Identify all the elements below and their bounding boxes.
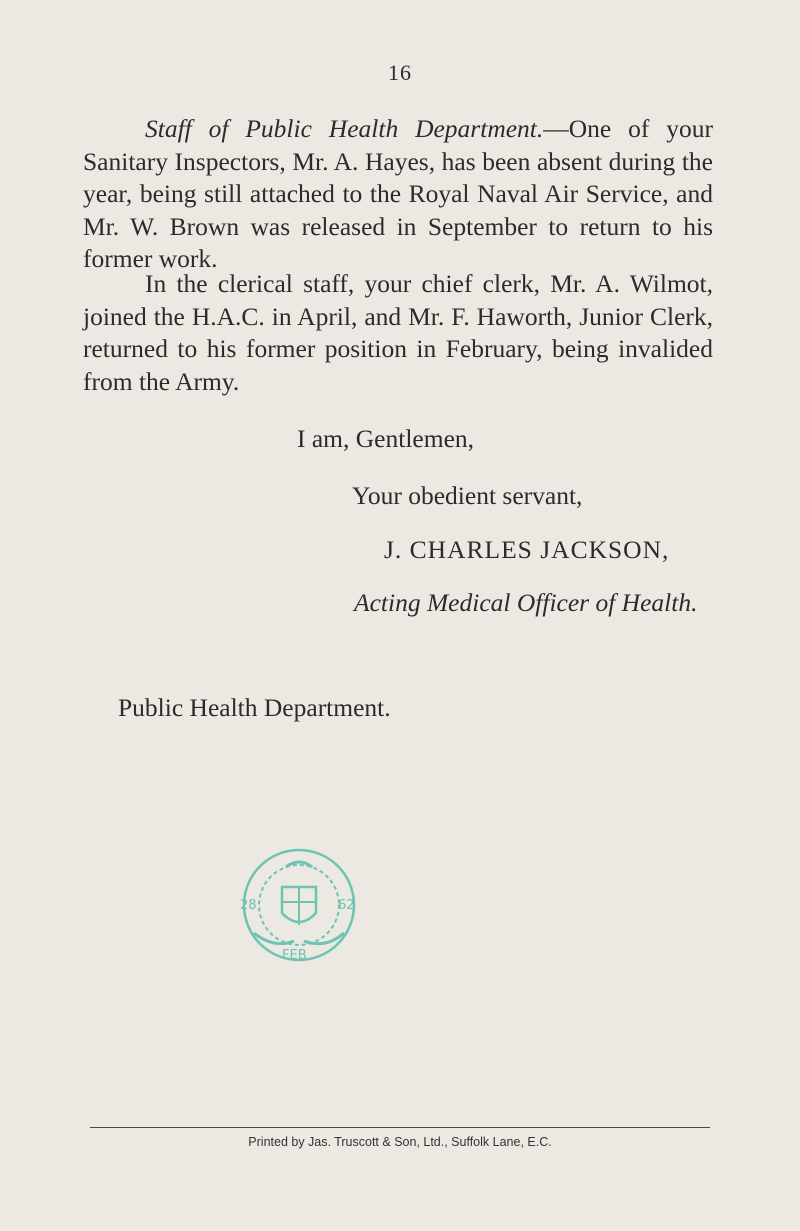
signatory-title: Acting Medical Officer of Health. [354, 588, 698, 617]
staff-heading: Staff of Public Health Department. [145, 114, 544, 143]
signatory-name: J. CHARLES JACKSON, [384, 535, 670, 564]
valediction: Your obedient servant, [352, 481, 583, 510]
salutation: I am, Gentlemen, [297, 424, 475, 453]
clerical-text: In the clerical staff, your chief clerk, Mr. A. Wilmot, joined the H.A.C. in April, and Mr. F. Haworth, Junior Clerk, returned to his former position in February, being invalided from the Army. [83, 269, 713, 396]
clerical-paragraph [83, 268, 713, 398]
library-stamp [234, 845, 364, 970]
department-name: Public Health Department. [118, 693, 391, 722]
staff-paragraph [83, 113, 713, 276]
stamp-month: FEB [282, 948, 307, 963]
printer-imprint: Printed by Jas. Truscott & Son, Ltd., Suffolk Lane, E.C. [248, 1135, 552, 1149]
footer-rule [90, 1127, 710, 1128]
page-number: 16 [388, 60, 412, 85]
staff-text: —One of your Sanitary Inspectors, Mr. A. Hayes, has been absent during the year, being still attached to the Royal Naval Air Service, and Mr. W. Brown was released in September to return to his former work. [83, 114, 713, 273]
stamp-year: 62 [338, 898, 355, 913]
stamp-day: 28 [240, 898, 257, 913]
